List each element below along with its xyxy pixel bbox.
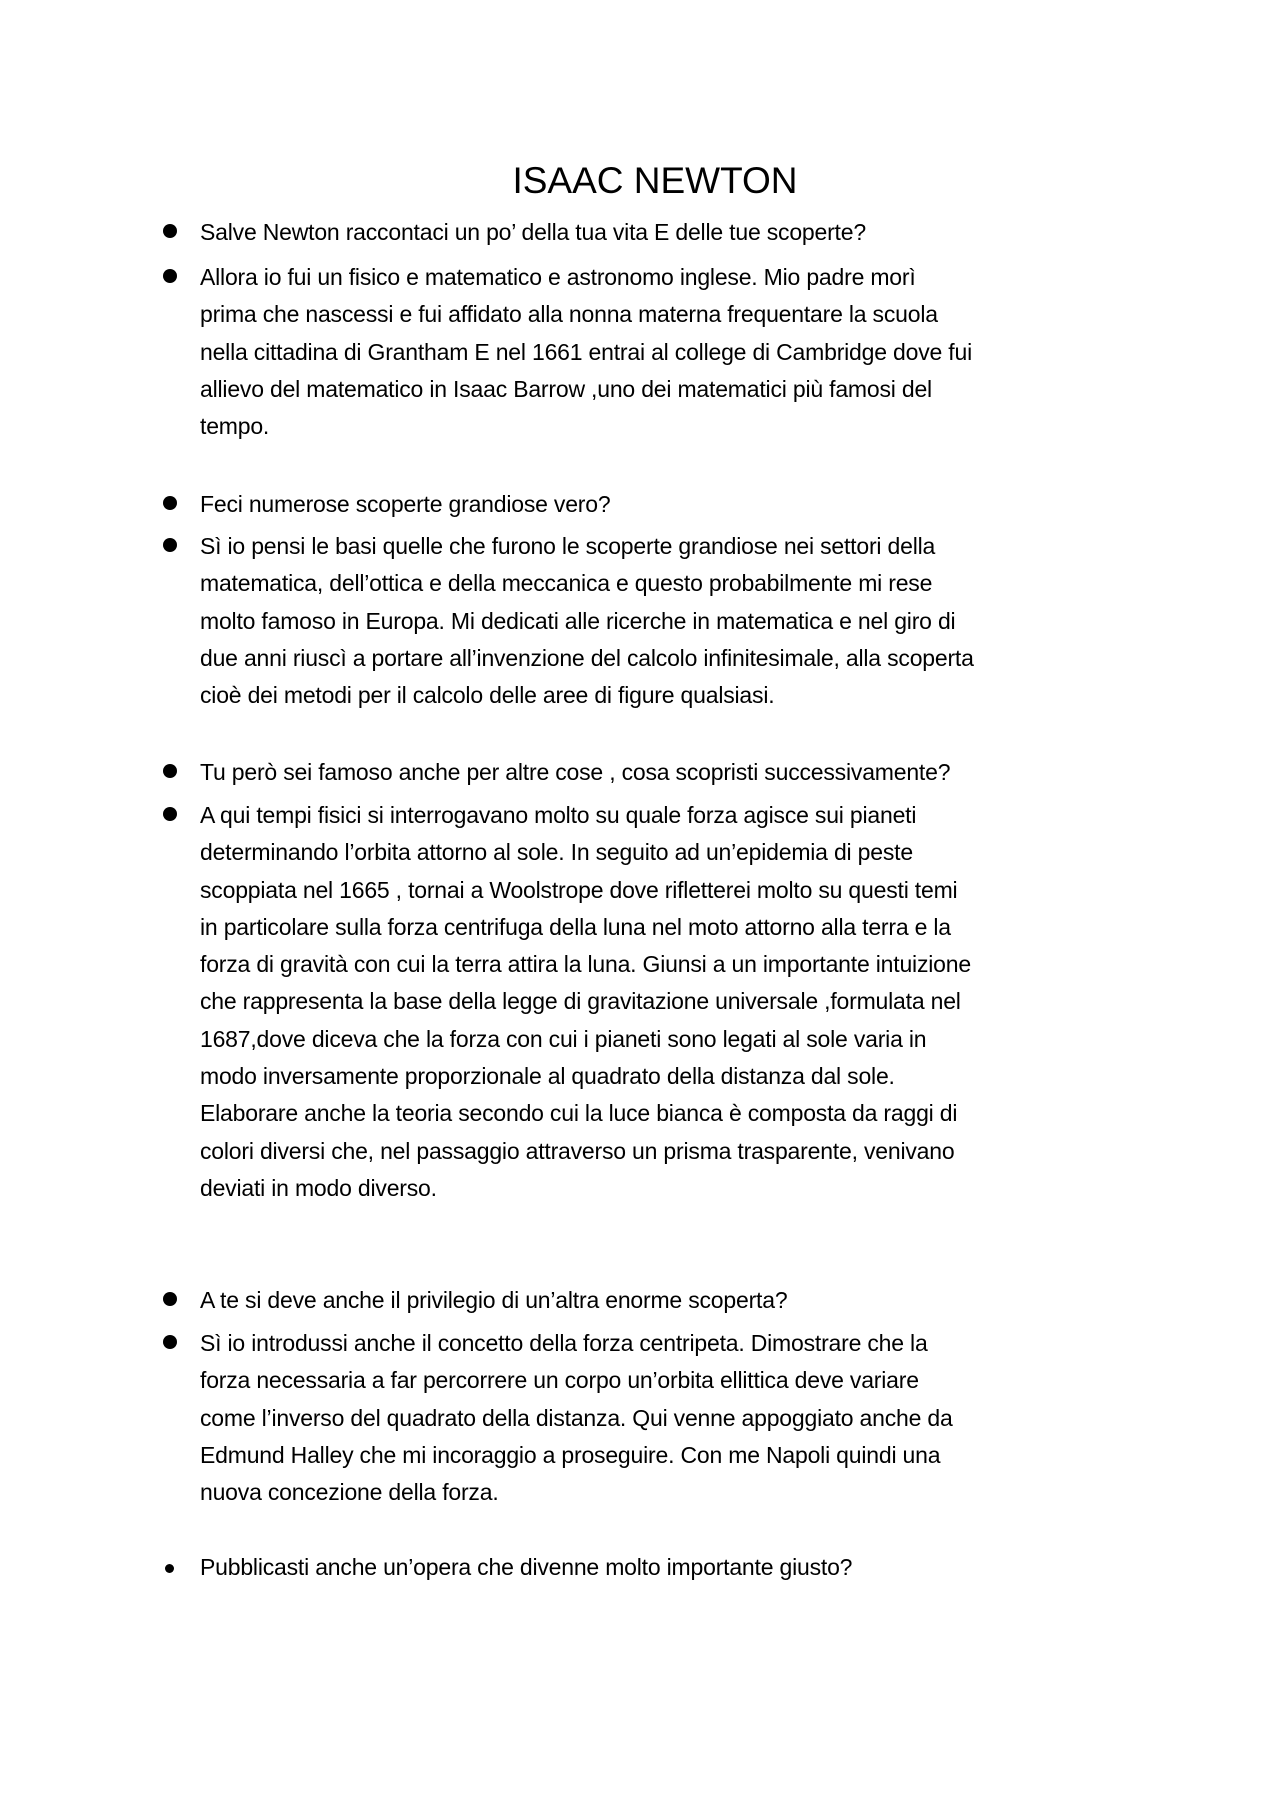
text-line: molto famoso in Europa. Mi dedicati alle ricerche in matematica e nel giro di — [200, 607, 956, 634]
text-line: in particolare sulla forza centrifuga della luna nel moto attorno alla terra e la — [200, 913, 951, 940]
text-line: Allora io fui un fisico e matematico e astronomo inglese. Mio padre morì — [200, 264, 916, 290]
text-line: Sì io introdussi anche il concetto della forza centripeta. Dimostrare che la — [200, 1330, 928, 1356]
list-item-question — [200, 214, 1200, 251]
bullet-icon — [163, 1335, 177, 1349]
text-line: allievo del matematico in Isaac Barrow ,uno dei matematici più famosi del — [200, 375, 932, 402]
list-item-question — [200, 754, 1200, 791]
bullet-icon — [163, 1292, 177, 1306]
text-line: nuova concezione della forza. — [200, 1479, 499, 1506]
text-line: due anni riuscì a portare all’invenzione del calcolo infinitesimale, alla scoperta — [200, 644, 974, 671]
list-item-answer — [200, 797, 1200, 1207]
text-line: deviati in modo diverso. — [200, 1174, 437, 1201]
text-line: prima che nascessi e fui affidato alla nonna materna frequentare la scuola — [200, 301, 938, 328]
list-item-answer — [200, 1325, 1200, 1511]
text-line: Sì io pensi le basi quelle che furono le scoperte grandiose nei settori della — [200, 533, 936, 559]
text-line: 1687,dove diceva che la forza con cui i pianeti sono legati al sole varia in — [200, 1025, 927, 1052]
text-line: Elaborare anche la teoria secondo cui la luce bianca è composta da raggi di — [200, 1100, 958, 1127]
text-line: cioè dei metodi per il calcolo delle aree di figure qualsiasi. — [200, 682, 775, 709]
text-line: nella cittadina di Grantham E nel 1661 entrai al college di Cambridge dove fui — [200, 338, 972, 365]
text-line: Pubblicasti anche un’opera che divenne molto importante giusto? — [200, 1554, 853, 1580]
document-title: ISAAC NEWTON — [512, 160, 798, 201]
text-line: colori diversi che, nel passaggio attraverso un prisma trasparente, venivano — [200, 1137, 955, 1164]
text-line: Edmund Halley che mi incoraggio a proseguire. Con me Napoli quindi una — [200, 1441, 941, 1468]
list-item-question — [200, 486, 1200, 523]
text-line: che rappresenta la base della legge di gravitazione universale ,formulata nel — [200, 988, 961, 1015]
text-line: modo inversamente proporzionale al quadrato della distanza dal sole. — [200, 1063, 895, 1090]
bullet-icon — [163, 538, 177, 552]
bullet-icon — [163, 224, 177, 238]
list-item-question — [200, 1549, 1200, 1586]
text-line: scoppiata nel 1665 , tornai a Woolstrope dove rifletterei molto su questi temi — [200, 876, 958, 903]
bullet-icon — [165, 1564, 174, 1573]
list-item-answer — [200, 528, 1200, 714]
text-line: A te si deve anche il privilegio di un’altra enorme scoperta? — [200, 1287, 788, 1313]
text-line: matematica, dell’ottica e della meccanica e questo probabilmente mi rese — [200, 570, 933, 597]
text-line: A qui tempi fisici si interrogavano molto su quale forza agisce sui pianeti — [200, 802, 917, 828]
bullet-icon — [163, 269, 177, 283]
list-item-answer — [200, 259, 1200, 445]
text-line: forza di gravità con cui la terra attira la luna. Giunsi a un importante intuizione — [200, 951, 971, 978]
bullet-icon — [163, 764, 177, 778]
text-line: forza necessaria a far percorrere un corpo un’orbita ellittica deve variare — [200, 1367, 919, 1394]
text-line: Tu però sei famoso anche per altre cose , cosa scopristi successivamente? — [200, 759, 951, 785]
text-line: determinando l’orbita attorno al sole. In seguito ad un’epidemia di peste — [200, 839, 913, 866]
list-item-question — [200, 1282, 1200, 1319]
text-line: tempo. — [200, 413, 270, 440]
text-line: come l’inverso del quadrato della distanza. Qui venne appoggiato anche da — [200, 1404, 953, 1431]
bullet-icon — [163, 807, 177, 821]
bullet-icon — [163, 496, 177, 510]
text-line: Salve Newton raccontaci un po’ della tua vita E delle tue scoperte? — [200, 219, 866, 245]
text-line: Feci numerose scoperte grandiose vero? — [200, 491, 611, 517]
